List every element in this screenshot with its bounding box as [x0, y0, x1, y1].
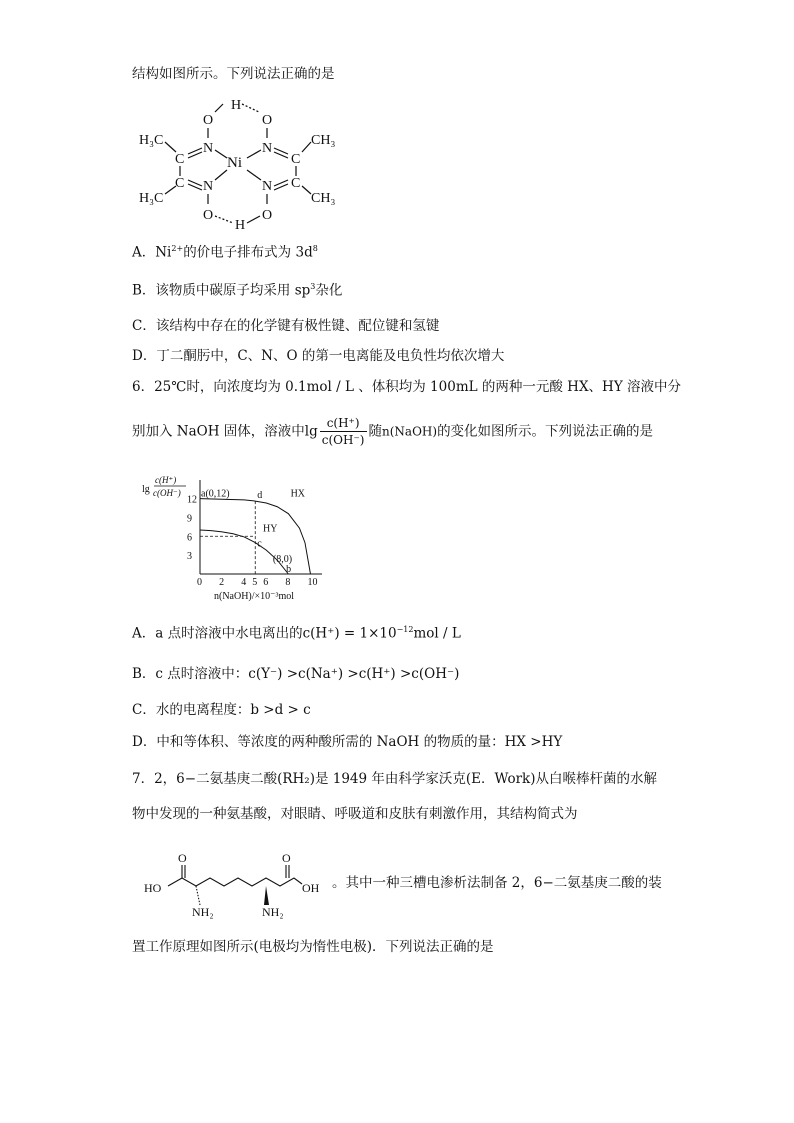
struct-o-right: O: [282, 851, 291, 865]
q7-stem-line2: 物中发现的一种氨基酸，对眼睛、呼吸道和皮肤有刺激作用，其结构简式为: [132, 806, 578, 822]
methyl-left-top: H₃C: [139, 133, 164, 148]
y-tick-label: 6: [187, 532, 192, 544]
diaminopimelic-acid-structure: [142, 850, 342, 925]
y-tick-label: 3: [187, 551, 192, 563]
atom-c-left-top: C: [175, 152, 185, 167]
atom-c-left-bottom: C: [175, 176, 185, 191]
q6-option-c: C．水的电离程度：b >d > c: [132, 702, 311, 718]
y-tick-label: 9: [187, 513, 192, 525]
q7-stem-line4: 置工作原理如图所示(电极均为惰性电极)．下列说法正确的是: [132, 939, 494, 955]
struct-nh2-right: NH₂: [262, 905, 284, 919]
methyl-left-bottom: H₃C: [139, 191, 164, 206]
atom-ni: Ni: [227, 155, 242, 171]
q6-option-d: D．中和等体积、等浓度的两种酸所需的 NaOH 的物质的量：HX >HY: [132, 734, 563, 750]
series-line-hy: [200, 530, 288, 574]
q6-stem-line2: 别加入 NaOH 固体，溶液中lg $\frac{c(H^+)}{c(OH^-)}$ 随n(NaOH)的变化如图所示。下列说法正确的是: [132, 416, 654, 448]
atom-o-left-bottom: O: [203, 208, 214, 223]
q6-option-b: B．c 点时溶液中：c(Y⁻) >c(Na⁺) >c(H⁺) >c(OH⁻): [132, 666, 460, 682]
struct-oh: OH: [302, 881, 320, 895]
atom-h-bottom: H: [235, 218, 246, 233]
q5-option-d: D．丁二酮肟中，C、N、O 的第一电离能及电负性均依次增大: [132, 348, 505, 364]
q5-option-a: A．$Ni^{2+}$的价电子排布式为 $3d^8$: [132, 244, 318, 261]
q5-intro-text: 结构如图所示。下列说法正确的是: [132, 66, 335, 82]
q6-stem-line1: 6．25℃时，向浓度均为 0.1mol / L 、体积均为 100mL 的两种一元酸 HX、HY 溶液中分: [132, 379, 682, 395]
atom-c-right-top: C: [291, 152, 301, 167]
x-tick-label: 5: [252, 577, 258, 588]
annotation-1: d: [257, 490, 263, 502]
y-axis-label-lg: lg: [142, 484, 150, 495]
q7-stem-line1: 7．2，6−二氨基庚二酸(RH₂)是 1949 年由科学家沃克(E．Work)从白喉棒杆菌的水解: [132, 771, 658, 787]
atom-o-right-bottom: O: [262, 208, 273, 223]
q5-option-b: B．该物质中碳原子均采用 $sp^3$杂化: [132, 282, 343, 299]
methyl-right-bottom: CH₃: [311, 191, 336, 206]
series-label-hx: HX: [290, 488, 306, 500]
x-tick-label: 4: [241, 577, 247, 588]
q6-lg-ratio-chart: [140, 475, 340, 605]
atom-h-top: H: [231, 98, 242, 113]
annotation-4: b: [286, 564, 292, 575]
annotation-3: (8,0): [272, 554, 293, 566]
y-axis-label-den: c(OH⁻): [153, 488, 181, 498]
series-label-hy: HY: [262, 523, 278, 535]
q5-option-c: C．该结构中存在的化学键有极性键、配位键和氢键: [132, 318, 440, 334]
atom-n-right-bottom: N: [262, 179, 273, 194]
nickel-complex-structure: [135, 92, 365, 237]
x-tick-label: 0: [197, 577, 202, 588]
x-tick-label: 6: [263, 577, 269, 588]
atom-n-right-top: N: [262, 141, 273, 156]
x-axis-label: n(NaOH)/×10⁻³mol: [214, 591, 295, 602]
atom-c-right-bottom: C: [291, 176, 301, 191]
atom-o-right-top: O: [262, 113, 273, 128]
x-tick-label: 2: [219, 577, 225, 588]
q7-stem-line3: 。其中一种三槽电渗析法制备 2，6−二氨基庚二酸的装: [332, 875, 662, 891]
atom-n-left-top: N: [203, 141, 214, 156]
y-axis-label-num: c(H⁺): [155, 475, 177, 485]
y-tick-label: 12: [187, 494, 197, 506]
q6-option-a: A．a 点时溶液中水电离出的$c(H^+) = 1\times 10^{-12}mol / L$: [132, 625, 461, 642]
x-tick-label: 10: [307, 577, 318, 588]
atom-n-left-bottom: N: [203, 179, 214, 194]
struct-ho: HO: [144, 881, 162, 895]
atom-o-left-top: O: [203, 113, 214, 128]
annotation-0: a(0,12): [201, 488, 230, 500]
methyl-right-top: CH₃: [311, 133, 336, 148]
struct-nh2-left: NH₂: [192, 905, 214, 919]
x-tick-label: 8: [285, 577, 291, 588]
annotation-2: c: [257, 538, 262, 550]
struct-o-left: O: [178, 851, 187, 865]
